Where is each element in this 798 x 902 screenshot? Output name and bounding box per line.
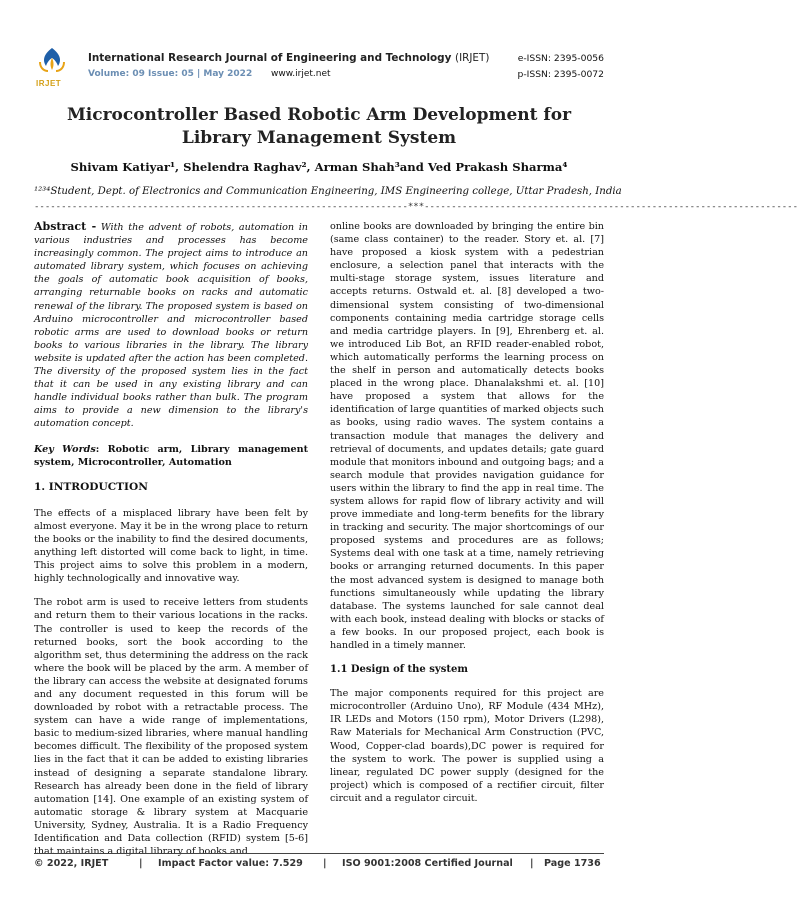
- footer-impact-factor: Impact Factor value: 7.529: [158, 858, 303, 869]
- left-column: [34, 220, 308, 858]
- paragraph: online books are downloaded by bringing the entire bin (same class container) to the reader. Story et. al. [7] have proposed a kiosk system with a pedestrian enclosure, a selection panel that interacts with the multi-stage storage system, issues literature and accepts returns. Ostwald et. al. [8] developed a two-dimensional system consisting of two-dimensional components containing media cartridge storage cells and media cartridge players. In [9], Ehrenberg et. al. we introduced Lib Bot, an RFID reader-enabled robot, which automatically performs the learning process on the shelf in person and automatically detects books placed in the wrong place. Dhanalakshmi et. al. [10] have proposed a system that allows for the identification of large quantities of marked objects such as books, using radio waves. The system contains a transaction module that manages the delivery and retrieval of documents, and updates details; gate guard module that monitors inbound and outgoing bags; and a search module that provides navigation guidance for users within the library to find the app in real time. The system allows for rapid flow of library activity and will prove immediate and long-term benefits for the library in tracking and security. The major shortcomings of our proposed systems and procedures are as follows; Systems deal with one task at a time, namely retrieving books or arranging returned documents. In this paper the most advanced system is designed to manage both functions simultaneously while updating the library database. The systems launched for sale cannot deal with each book, instead dealing with blocks or stacks of a few books. In our proposed project, each book is handled in a timely manner.: [330, 221, 604, 651]
- title-line-2: Library Management System: [181, 128, 457, 148]
- journal-abbr: (IRJET): [455, 52, 490, 64]
- section-heading-design: 1.1 Design of the system: [330, 664, 468, 676]
- section-heading-introduction: 1. INTRODUCTION: [34, 480, 148, 493]
- journal-website[interactable]: www.irjet.net: [271, 69, 331, 79]
- footer-iso: ISO 9001:2008 Certified Journal: [342, 858, 513, 869]
- title-line-1: Microcontroller Based Robotic Arm Development for: [66, 105, 572, 125]
- p-issn: p-ISSN: 2395-0072: [517, 69, 604, 80]
- right-column: [330, 220, 604, 805]
- volume-issue: Volume: 09 Issue: 05 | May 2022: [88, 69, 253, 79]
- footer-separator: |: [139, 858, 143, 869]
- footer-separator: |: [323, 858, 327, 869]
- journal-title: International Research Journal of Engineering and Technology: [88, 52, 452, 64]
- footer-page-number: Page 1736: [544, 858, 601, 869]
- abstract-text: With the advent of robots, automation in various industries and processes has become increasingly common. The project aims to introduce an automated library system, which focuses on achieving the goals of automatic book acquisition of books, arranging returnable books on racks and automatic renewal of the library. The proposed system is based on Arduino microcontroller and microcontroller based robotic arms are used to download books or return books to various libraries in the library. The library website is updated after the action has been completed. The diversity of the proposed system lies in the fact that it can be used in any existing library and can handle individual books rather than bulk. The program aims to provide a new dimension to the library's automation concept.: [34, 222, 308, 430]
- abstract-label: Abstract -: [34, 220, 97, 233]
- footer-separator: |: [530, 858, 534, 869]
- journal-header: [34, 52, 604, 86]
- abstract: [34, 220, 308, 431]
- affiliation: ¹²³⁴Student, Dept. of Electronics and Communication Engineering, IMS Engineering college, Uttar Pradesh, India: [34, 186, 622, 197]
- keywords-label: Key Words: [34, 443, 96, 455]
- paper-title: [0, 104, 638, 150]
- keywords: [34, 443, 308, 469]
- author-list: Shivam Katiyar¹, Shelendra Raghav², Arman Shah³and Ved Prakash Sharma⁴: [70, 160, 568, 174]
- footer-copyright: © 2022, IRJET: [34, 858, 109, 869]
- footer-rule: [34, 853, 604, 854]
- keywords-text: : Robotic arm, Library management system, Microcontroller, Automation: [34, 443, 309, 468]
- separator: ---------------------------------------------------------------------***---------------------------------------------------------------------: [34, 202, 798, 212]
- logo-text: IRJET: [36, 79, 62, 88]
- paragraph: The robot arm is used to receive letters from students and return them to their various locations in the racks. The controller is used to keep the records of the returned books, sort the book according to the algorithm set, thus determining the address on the rack where the book will be placed by the arm. A member of the library can access the website at designated forums and any document requested in this forum will be downloaded by robot with a retractable process. The system can have a wide range of implementations, basic to medium-sized libraries, where manual handling becomes difficult. The flexibility of the proposed system lies in the fact that it can be added to existing libraries instead of designing a separate standalone library. Research has already been done in the field of library automation [14]. One example of an existing system of automatic storage & library system at Macquarie University, Sydney, Australia. It is a Radio Frequency Identification and Data collection (RFID) system [5-6] that maintains a digital library of books and: [34, 597, 308, 858]
- paragraph: The effects of a misplaced library have been felt by almost everyone. May it be in the wrong place to return the books or the inability to find the desired documents, anything left distorted will come back to light, in time. This project aims to solve this problem in a modern, highly technologically and innovative way.: [34, 507, 308, 585]
- e-issn: e-ISSN: 2395-0056: [517, 53, 604, 64]
- paragraph: The major components required for this project are microcontroller (Arduino Uno), RF Module (434 MHz), IR LEDs and Motors (150 rpm), Motor Drivers (L298), Raw Materials for Mechanical Arm Construction (PVC, Wood, Copper-clad boards),DC power is required for the system to work. The power is supplied using a linear, regulated DC power supply (designed for the project) which is composed of a rectifier circuit, filter circuit and a regulator circuit.: [330, 688, 604, 804]
- journal-name: [88, 52, 489, 64]
